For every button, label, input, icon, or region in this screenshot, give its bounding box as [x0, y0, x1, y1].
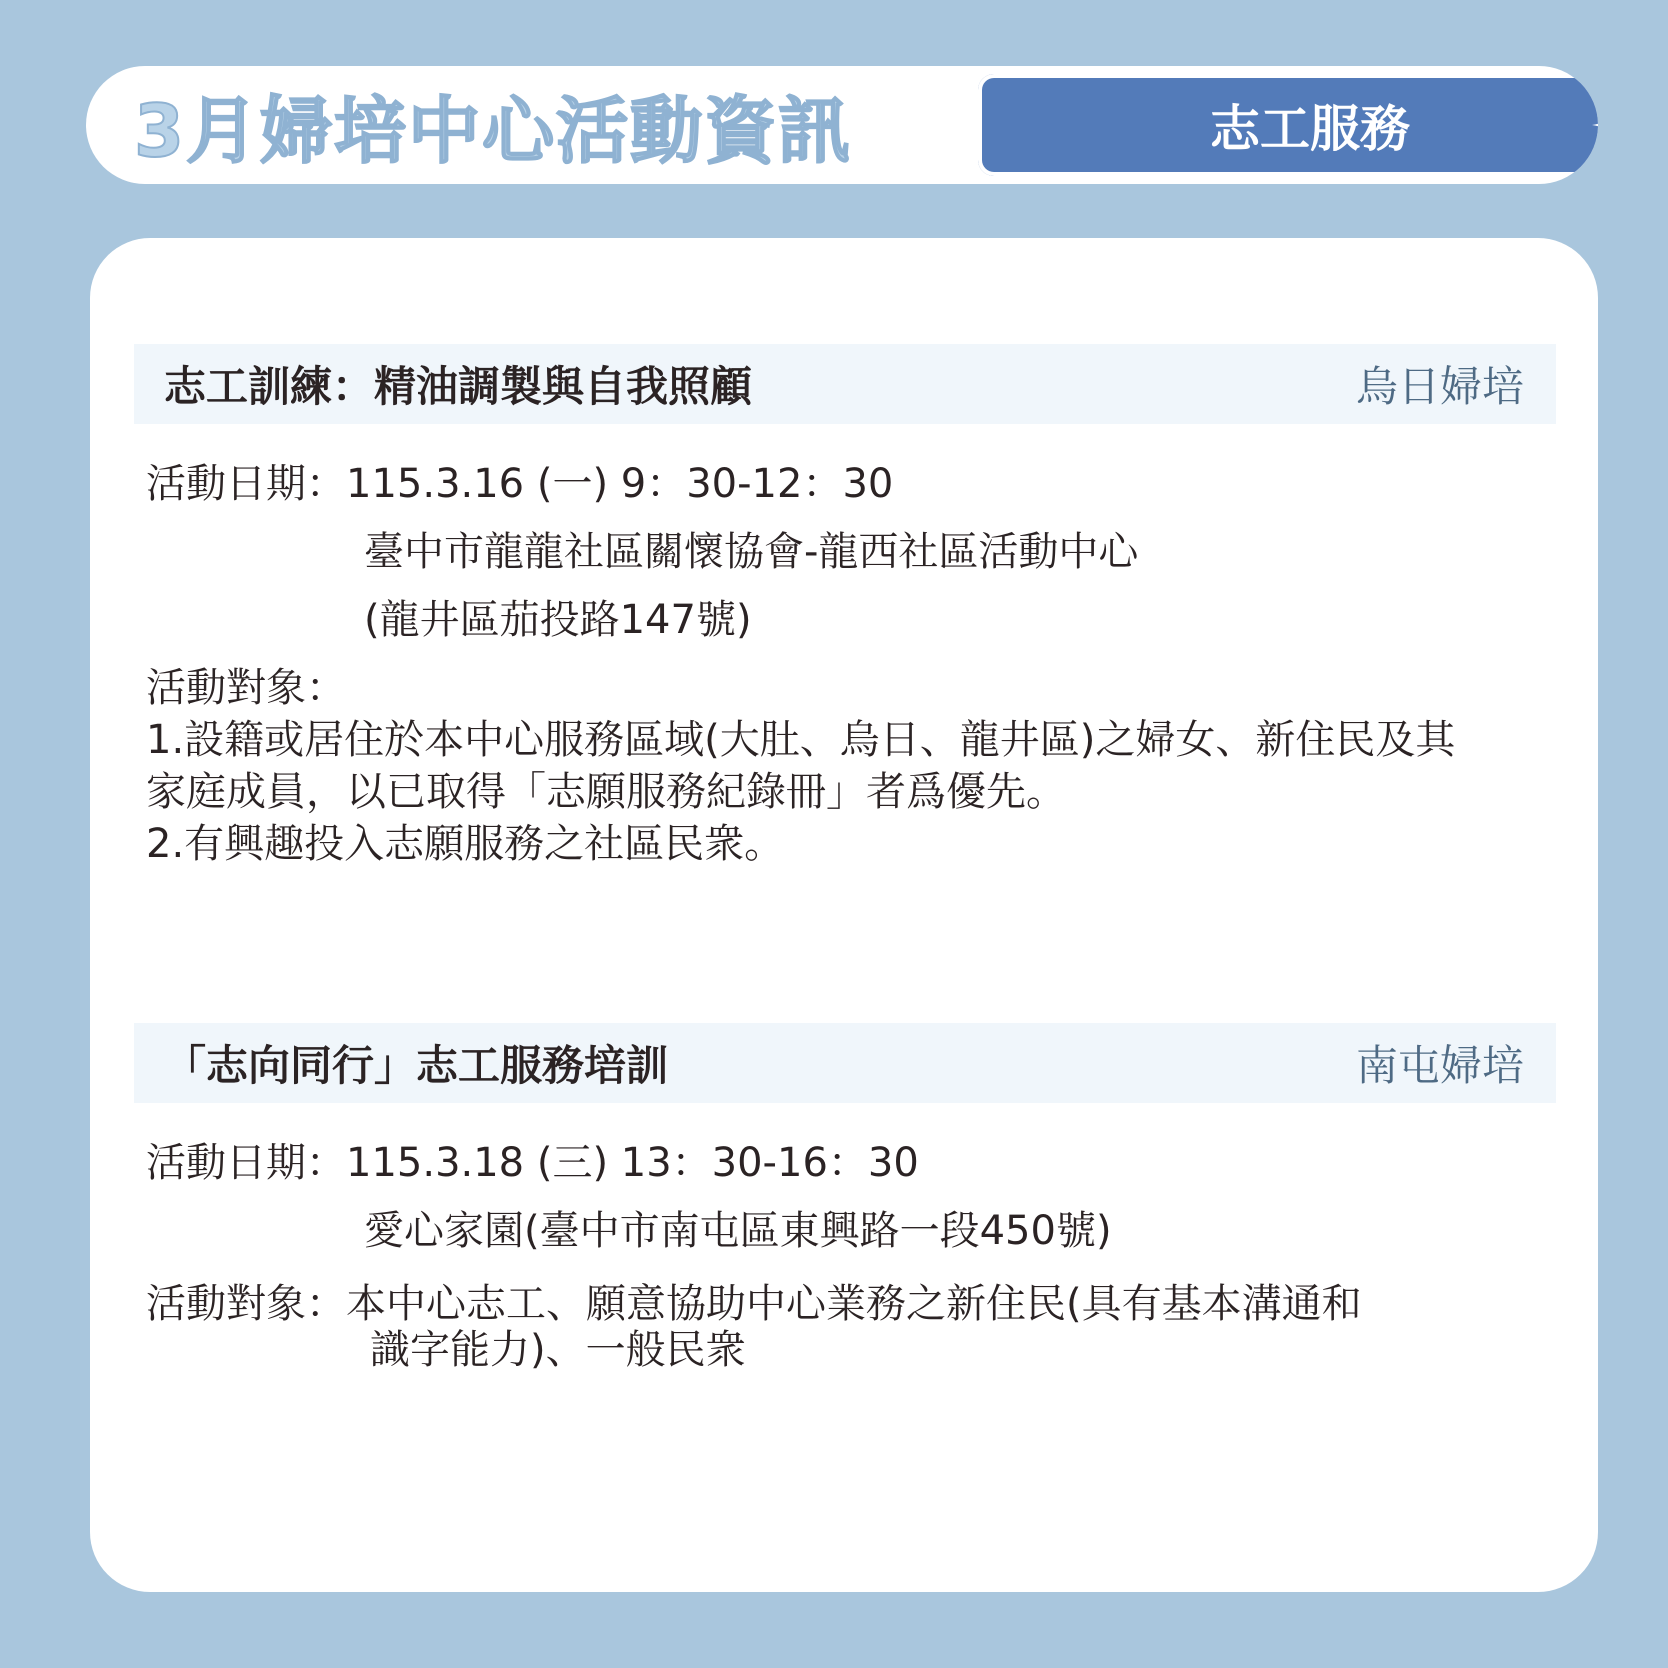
date-label: 活動日期： — [146, 461, 346, 507]
sparkle-icon — [1592, 103, 1598, 147]
date-value: 115.3.16 (一) 9：30-12：30 — [346, 461, 894, 507]
date-label: 活動日期： — [146, 1140, 346, 1186]
venue-line: 愛心家園(臺中市南屯區東興路一段450號) — [364, 1208, 1112, 1254]
target-value: 本中心志工、願意協助中心業務之新住民(具有基本溝通和 — [346, 1281, 1362, 1327]
target-item: 2.有興趣投入志願服務之社區民衆。 — [146, 821, 785, 867]
target-value-continued: 識字能力)、一般民衆 — [370, 1327, 746, 1373]
event-title: 志工訓練：精油調製與自我照顧 — [164, 362, 753, 411]
venue-line: 臺中市龍龍社區關懷協會-龍西社區活動中心 — [364, 529, 1139, 575]
date-value: 115.3.18 (三) 13：30-16：30 — [346, 1140, 919, 1186]
venue-address: (龍井區茄投路147號) — [364, 597, 752, 643]
event-date-row — [146, 1137, 919, 1189]
event-target-row — [146, 1278, 1362, 1330]
target-item: 家庭成員，以已取得「志願服務紀錄冊」者爲優先。 — [146, 769, 1066, 815]
event-header — [134, 344, 1556, 424]
event-location-tag: 南屯婦培 — [1355, 1041, 1524, 1090]
event-location-tag: 烏日婦培 — [1355, 362, 1524, 411]
tab-label: 志工服務 — [1210, 100, 1410, 158]
event-header — [134, 1023, 1556, 1103]
page-title: 3月婦培中心活動資訊 — [134, 89, 853, 173]
event-date-row — [146, 458, 893, 510]
event-title: 「志向同行」志工服務培訓 — [164, 1041, 669, 1090]
target-label: 活動對象： — [146, 665, 346, 711]
tab-volunteer-service[interactable] — [978, 74, 1598, 176]
target-label: 活動對象： — [146, 1281, 346, 1327]
target-item: 1.設籍或居住於本中心服務區域(大肚、烏日、龍井區)之婦女、新住民及其 — [146, 717, 1456, 763]
content-card — [90, 238, 1598, 1592]
page-header — [86, 66, 1598, 184]
